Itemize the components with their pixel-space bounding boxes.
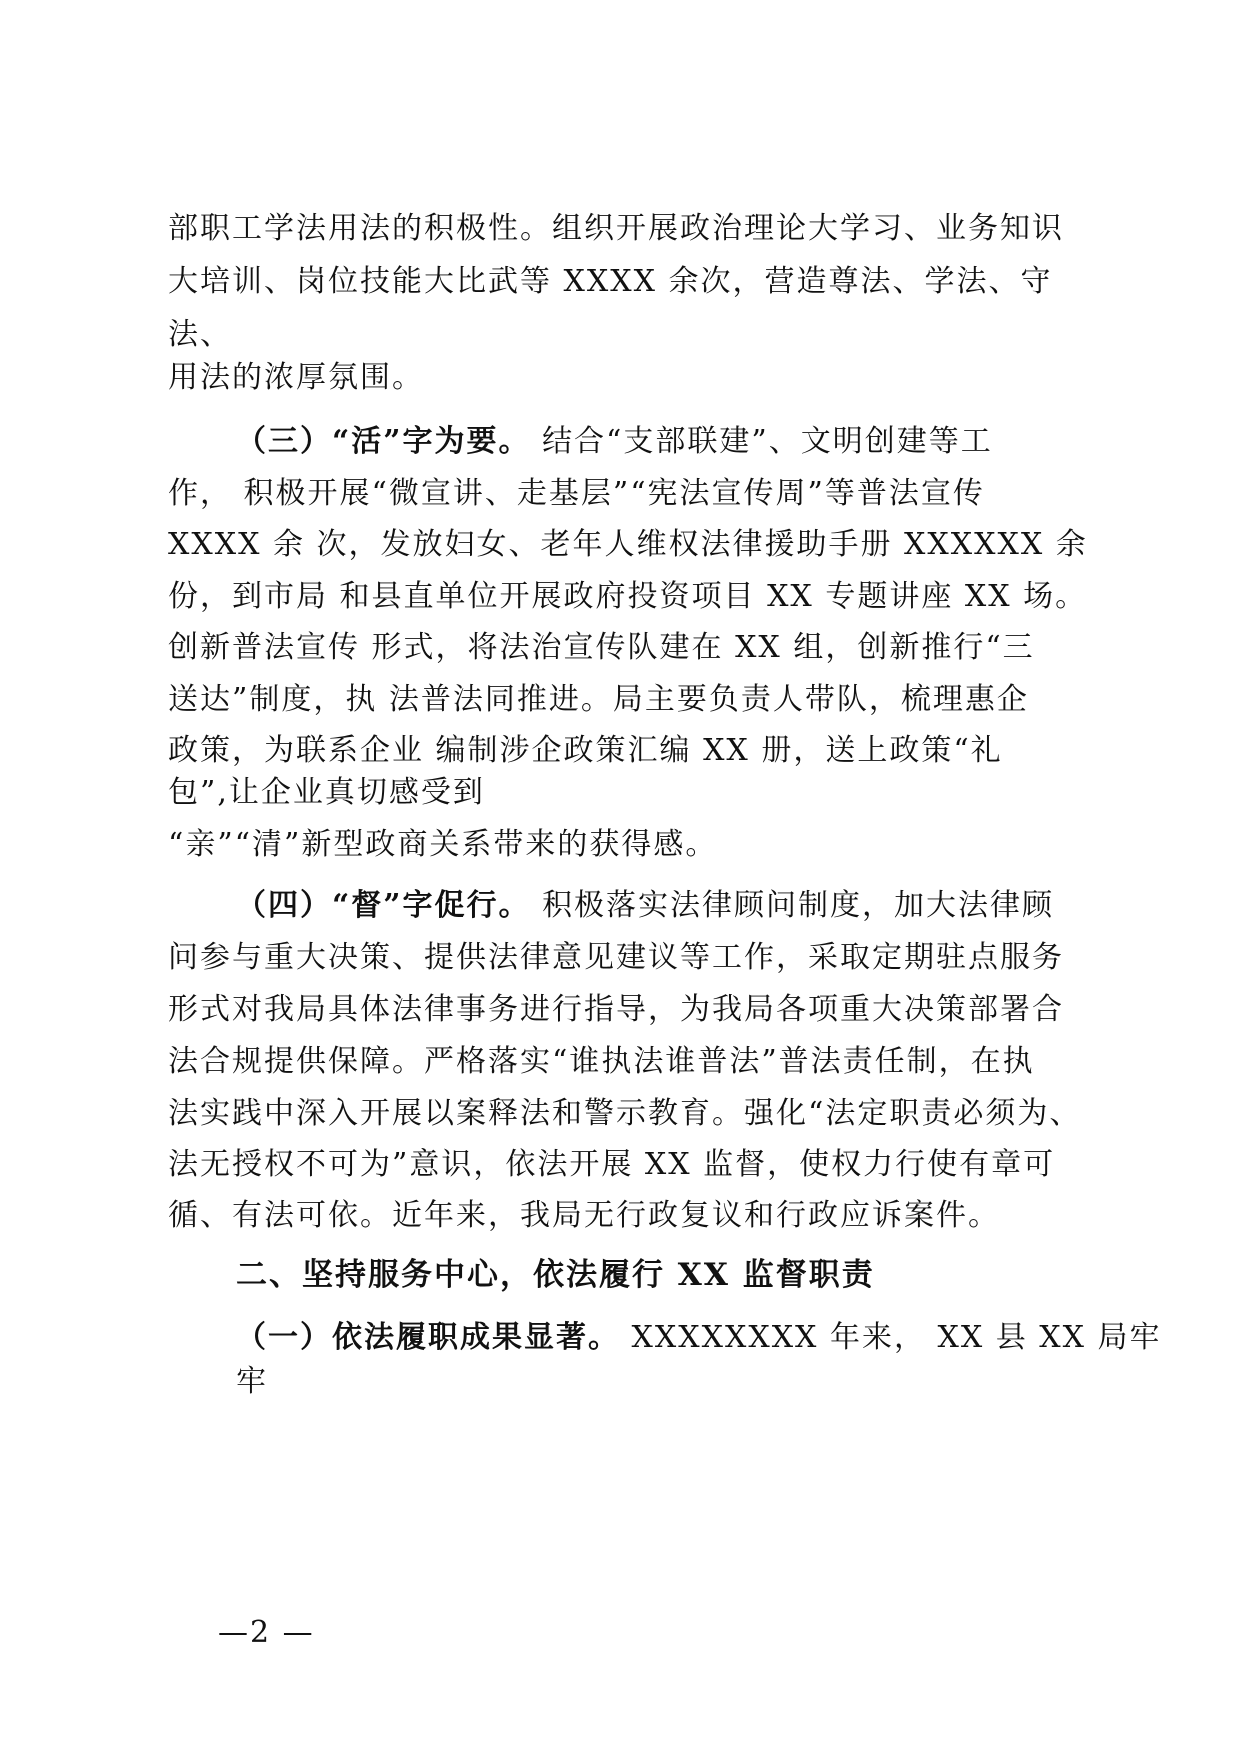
body-text-line: 政策，为联系企业 编制涉企政策汇编 XX 册，送上政策“礼 bbox=[168, 733, 1003, 768]
body-text-line: 包”,让企业真切感受到 bbox=[168, 775, 485, 810]
body-text-line: 作， 积极开展“微宣讲、走基层”“宪法宣传周”等普法宣传 bbox=[168, 476, 985, 511]
section-three-heading: （三）“活”字为要。 bbox=[236, 424, 531, 459]
body-text-line: 法合规提供保障。严格落实“谁执法谁普法”普法责任制，在执 bbox=[168, 1044, 1035, 1079]
body-text-line: 创新普法宣传 形式，将法治宣传队建在 XX 组，创新推行“三 bbox=[168, 630, 1035, 665]
body-text-line: 牢 bbox=[236, 1364, 268, 1399]
section-four-heading: （四）“督”字促行。 bbox=[236, 888, 531, 923]
section-three-paragraph-start bbox=[236, 422, 1156, 462]
section-one-first-line: XXXXXXXX 年来， XX 县 XX 局牢 bbox=[631, 1320, 1162, 1355]
page-number: —2 — bbox=[218, 1615, 315, 1650]
section-one-paragraph-start bbox=[236, 1318, 1162, 1358]
body-text-line: 问参与重大决策、提供法律意见建议等工作，采取定期驻点服务 bbox=[168, 940, 1064, 975]
body-text-line: “亲”“清”新型政商关系带来的获得感。 bbox=[168, 827, 718, 862]
body-text-line: 法无授权不可为”意识，依法开展 XX 监督，使权力行使有章可 bbox=[168, 1147, 1056, 1182]
body-text-line: 份，到市局 和县直单位开展政府投资项目 XX 专题讲座 XX 场。 bbox=[168, 579, 1088, 614]
section-two-heading: 二、坚持服务中心，依法履行 XX 监督职责 bbox=[236, 1257, 875, 1293]
section-four-first-line: 积极落实法律顾问制度，加大法律顾 bbox=[542, 888, 1055, 923]
section-four-paragraph-start bbox=[236, 886, 1156, 926]
section-one-heading: （一）依法履职成果显著。 bbox=[236, 1320, 620, 1355]
section-three-first-line: 结合“支部联建”、文明创建等工 bbox=[542, 424, 993, 459]
body-text-line: 送达”制度，执 法普法同推进。局主要负责人带队，梳理惠企 bbox=[168, 682, 1029, 717]
body-text-line: 大培训、岗位技能大比武等 XXXX 余次，营造尊法、学法、守 bbox=[168, 264, 1053, 299]
body-text-line: XXXX 余 次，发放妇女、老年人维权法律援助手册 XXXXXX 余 bbox=[168, 527, 1088, 562]
body-text-line: 用法的浓厚氛围。 bbox=[168, 360, 424, 395]
body-text-line: 形式对我局具体法律事务进行指导，为我局各项重大决策部署合 bbox=[168, 992, 1064, 1027]
body-text-line: 法实践中深入开展以案释法和警示教育。强化“法定职责必须为、 bbox=[168, 1096, 1082, 1131]
body-text-line: 法、 bbox=[168, 317, 232, 352]
body-text-line: 循、有法可依。近年来，我局无行政复议和行政应诉案件。 bbox=[168, 1198, 1000, 1233]
body-text-line: 部职工学法用法的积极性。组织开展政治理论大学习、业务知识 bbox=[168, 211, 1064, 246]
